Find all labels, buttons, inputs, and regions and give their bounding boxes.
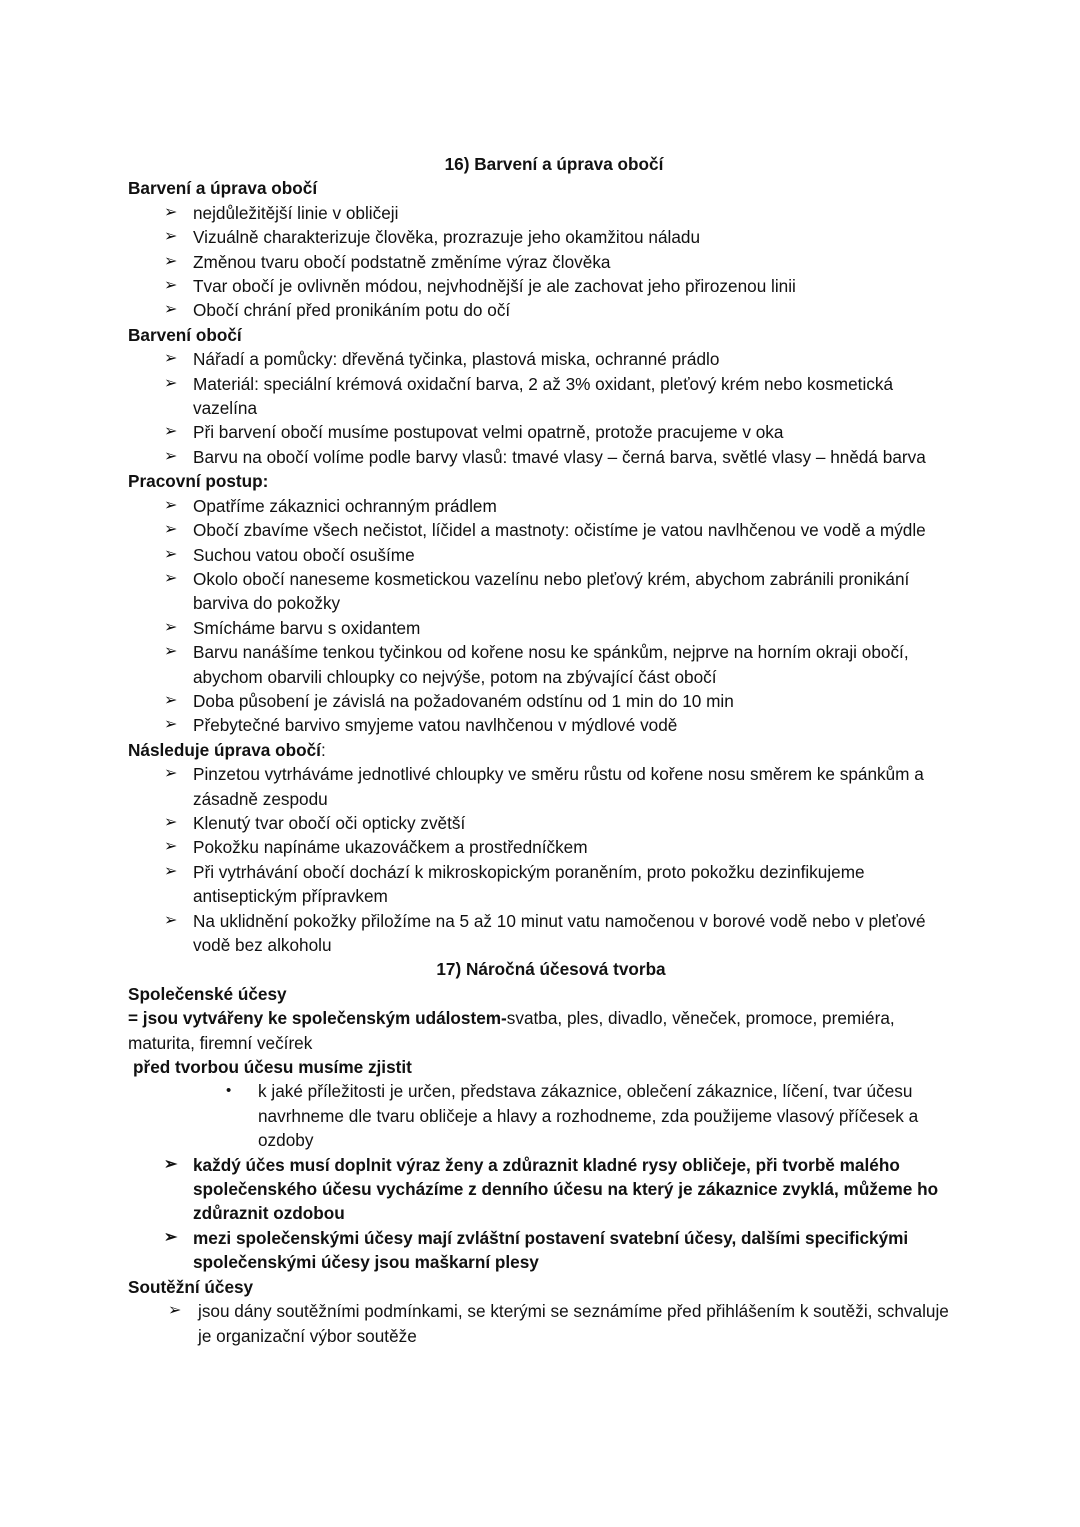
list-item: ➢ Pinzetou vytrháváme jednotlivé chloupky ve směru růstu od kořene nosu směrem ke spánkům a zásadně zespodu [164,764,924,809]
arrow-bullet-icon: ➢ [164,569,178,587]
arrow-bullet-icon: ➢ [164,228,178,246]
arrow-bullet-icon: ➢ [164,203,178,221]
list-item: ➢ Tvar obočí je ovlivněn módou, nejvhodnější je ale zachovat jeho přirozenou linii [128,274,958,298]
document-page [128,152,958,1348]
heading-barveni-a-uprava: Barvení a úprava obočí [128,178,318,199]
list-item: ➢ Na uklidnění pokožky přiložíme na 5 až 10 minut vatu namočenou v borové vodě nebo v pleťové vodě bez alkoholu [164,910,926,955]
arrow-bullet-icon: ➢ [164,350,178,368]
list-item: ➢ Obočí zbavíme všech nečistot, líčidel a mastnoty: očistíme je vatou navlhčenou ve vodě a mýdle [128,518,958,542]
list-item: ➢ Smícháme barvu s oxidantem [128,616,958,640]
list-item: ➢ Změnou tvaru obočí podstatně změníme výraz člověka [128,250,958,274]
list-item: ➢ Doba působení je závislá na požadovaném odstínu od 1 min do 10 min [128,689,958,713]
list-item: ➢ Okolo obočí naneseme kosmetickou vazelínu nebo pleťový krém, abychom zabránili pronikání barviva do pokožky [164,568,910,614]
arrow-bullet-icon: ➢ [164,1228,178,1246]
list-intro [128,201,958,323]
list-item: ➢ Materiál: speciální krémová oxidační barva, 2 až 3% oxidant, pleťový krém nebo kosmetická vazelína [164,373,894,419]
arrow-bullet-icon: ➢ [164,301,178,319]
list-item: ➢ Obočí chrání před pronikáním potu do očí [128,298,958,322]
arrow-bullet-icon: ➢ [164,1155,178,1173]
list-item: • k jaké příležitosti je určen, představa zákaznice, oblečení zákaznice, líčení, tvar účesu navrhneme dle tvaru obličeje a hlavy a rozhodneme, zda použijeme vlasový příčesek a ozdoby [226,1081,919,1151]
list-item: ➢ Klenutý tvar obočí oči opticky zvětší [128,811,958,835]
list-postup [128,494,958,738]
list-dot [128,1079,958,1152]
arrow-bullet-icon: ➢ [164,765,178,783]
list-item: ➢ každý účes musí doplnit výraz ženy a zdůraznit kladné rysy obličeje, při tvorbě malého společenského účesu vycházíme z denního účesu na který je zákaznice zvyklá, můžeme ho zdůraznit ozdobou [164,1154,939,1224]
section-16-title: 16) Barvení a úprava obočí [444,154,664,174]
arrow-bullet-icon: ➢ [164,374,178,392]
dot-bullet-icon: • [226,1082,232,1100]
arrow-bullet-icon: ➢ [168,1302,182,1320]
arrow-bullet-icon: ➢ [164,277,178,295]
heading-soutezni-ucesy: Soutěžní účesy [128,1276,254,1297]
list-uprava [128,762,958,957]
list-item: ➢ Suchou vatou obočí osušíme [128,543,958,567]
heading-pracovni-postup: Pracovní postup: [128,471,269,492]
heading-spolecenske-ucesy: Společenské účesy [128,983,287,1004]
list-item: ➢ Pokožku napínáme ukazováčkem a prostředníčkem [128,835,958,859]
list-item: ➢ mezi společenskými účesy mají zvláštní postavení svatební účesy, dalšími specifickými společenskými účesy jsou maškarní plesy [164,1227,909,1273]
arrow-bullet-icon: ➢ [164,643,178,661]
list-item: ➢ Barvu nanášíme tenkou tyčinkou od kořene nosu ke spánkům, nejprve na horním okraji obočí, abychom obarvili chloupky co nejvýše, potom na zbývající část obočí [164,642,909,687]
heading-nasleduje-uprava: Následuje úprava obočí: [128,739,326,760]
arrow-bullet-icon: ➢ [164,252,178,270]
list-barveni [128,347,958,469]
arrow-bullet-icon: ➢ [164,838,178,856]
arrow-bullet-icon: ➢ [164,716,178,734]
arrow-bullet-icon: ➢ [164,813,178,831]
list-soutezni [128,1299,958,1348]
subheading-pred-tvorbou: před tvorbou účesu musíme zjistit [133,1057,412,1078]
arrow-bullet-icon: ➢ [164,618,178,636]
arrow-bullet-icon: ➢ [164,447,178,465]
list-item: ➢ nejdůležitější linie v obličeji [128,201,958,225]
list-item: ➢ Nářadí a pomůcky: dřevěná tyčinka, plastová miska, ochranné prádlo [128,347,958,371]
arrow-bullet-icon: ➢ [164,496,178,514]
arrow-bullet-icon: ➢ [164,862,178,880]
arrow-bullet-icon: ➢ [164,691,178,709]
definition-paragraph: = jsou vytvářeny ke společenským událostem-svatba, ples, divadlo, věneček, promoce, premiéra, maturita, firemní večírek [128,1008,895,1053]
arrow-bullet-icon: ➢ [164,423,178,441]
list-item: ➢ Přebytečné barvivo smyjeme vatou navlhčenou v mýdlové vodě [128,713,958,737]
list-item: ➢ Barvu na obočí volíme podle barvy vlasů: tmavé vlasy – černá barva, světlé vlasy – hnědá barva [128,445,958,469]
arrow-bullet-icon: ➢ [164,545,178,563]
arrow-bullet-icon: ➢ [164,911,178,929]
list-bold [128,1153,958,1275]
heading-barveni-oboci: Barvení obočí [128,324,242,345]
arrow-bullet-icon: ➢ [164,521,178,539]
list-item: ➢ Při barvení obočí musíme postupovat velmi opatrně, protože pracujeme v oka [128,420,958,444]
section-17-title: 17) Náročná účesová tvorba [436,959,666,980]
list-item: ➢ Při vytrhávání obočí dochází k mikroskopickým poraněním, proto pokožku dezinfikujeme antiseptickým přípravkem [164,861,865,907]
list-item: ➢ Opatříme zákaznici ochranným prádlem [128,494,958,518]
list-item: ➢ jsou dány soutěžními podmínkami, se kterými se seznámíme před přihlášením k soutěži, schvaluje je organizační výbor soutěže [168,1301,949,1346]
list-item: ➢ Vizuálně charakterizuje člověka, prozrazuje jeho okamžitou náladu [128,225,958,249]
